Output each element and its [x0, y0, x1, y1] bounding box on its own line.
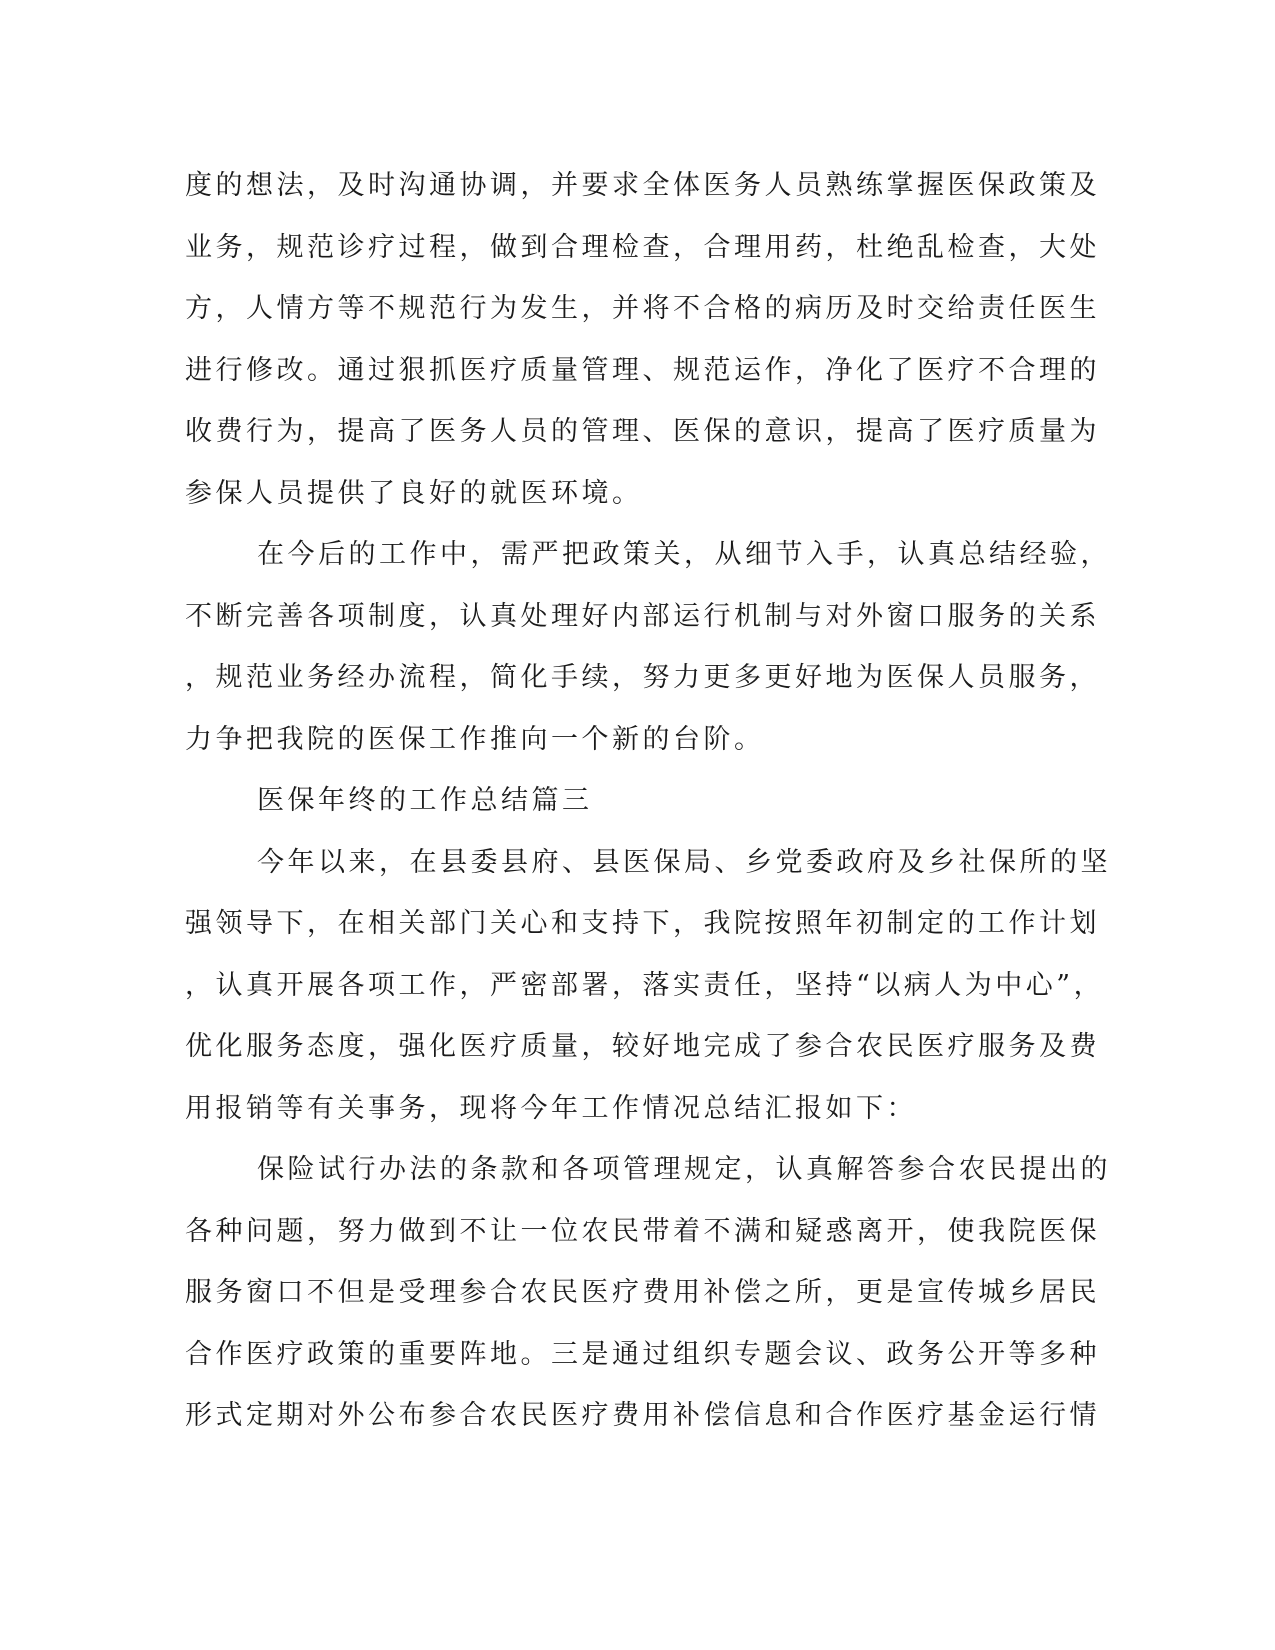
- text-line: 服务窗口不但是受理参合农民医疗费用补偿之所，更是宣传城乡居民: [185, 1277, 1100, 1308]
- text-line: 强领导下，在相关部门关心和支持下，我院按照年初制定的工作计划: [185, 908, 1100, 939]
- text-line: 进行修改。通过狠抓医疗质量管理、规范运作，净化了医疗不合理的: [185, 354, 1100, 386]
- text-line: ，规范业务经办流程，简化手续，努力更多更好地为医保人员服务，: [185, 662, 1100, 693]
- text-line: 合作医疗政策的重要阵地。三是通过组织专题会议、政务公开等多种: [185, 1338, 1100, 1370]
- paragraph-start-line: 在今后的工作中，需严把政策关，从细节入手，认真总结经验，: [257, 539, 1111, 570]
- text-line: 收费行为，提高了医务人员的管理、医保的意识，提高了医疗质量为: [185, 416, 1100, 447]
- paragraph-start-line: 今年以来，在县委县府、县医保局、乡党委政府及乡社保所的坚: [257, 846, 1111, 878]
- text-line: 用报销等有关事务，现将今年工作情况总结汇报如下：: [185, 1092, 917, 1124]
- text-line: 力争把我院的医保工作推向一个新的台阶。: [185, 723, 765, 755]
- text-line: 形式定期对外公布参合农民医疗费用补偿信息和合作医疗基金运行情: [185, 1400, 1100, 1431]
- text-line: 业务，规范诊疗过程，做到合理检查，合理用药，杜绝乱检查，大处: [185, 231, 1100, 263]
- section-heading: 医保年终的工作总结篇三: [257, 785, 593, 816]
- text-line: 各种问题，努力做到不让一位农民带着不满和疑惑离开，使我院医保: [185, 1215, 1100, 1247]
- text-line: 方，人情方等不规范行为发生，并将不合格的病历及时交给责任医生: [185, 293, 1100, 324]
- text-line: 优化服务态度，强化医疗质量，较好地完成了参合农民医疗服务及费: [185, 1031, 1100, 1062]
- document-body: [185, 155, 1111, 1447]
- text-line: 度的想法，及时沟通协调，并要求全体医务人员熟练掌握医保政策及: [185, 170, 1100, 201]
- text-line: ，认真开展各项工作，严密部署，落实责任，坚持“以病人为中心”，: [185, 969, 1105, 1001]
- text-line: 参保人员提供了良好的就医环境。: [185, 477, 643, 509]
- text-line: 不断完善各项制度，认真处理好内部运行机制与对外窗口服务的关系: [185, 600, 1100, 632]
- paragraph-start-line: 保险试行办法的条款和各项管理规定，认真解答参合农民提出的: [257, 1154, 1111, 1185]
